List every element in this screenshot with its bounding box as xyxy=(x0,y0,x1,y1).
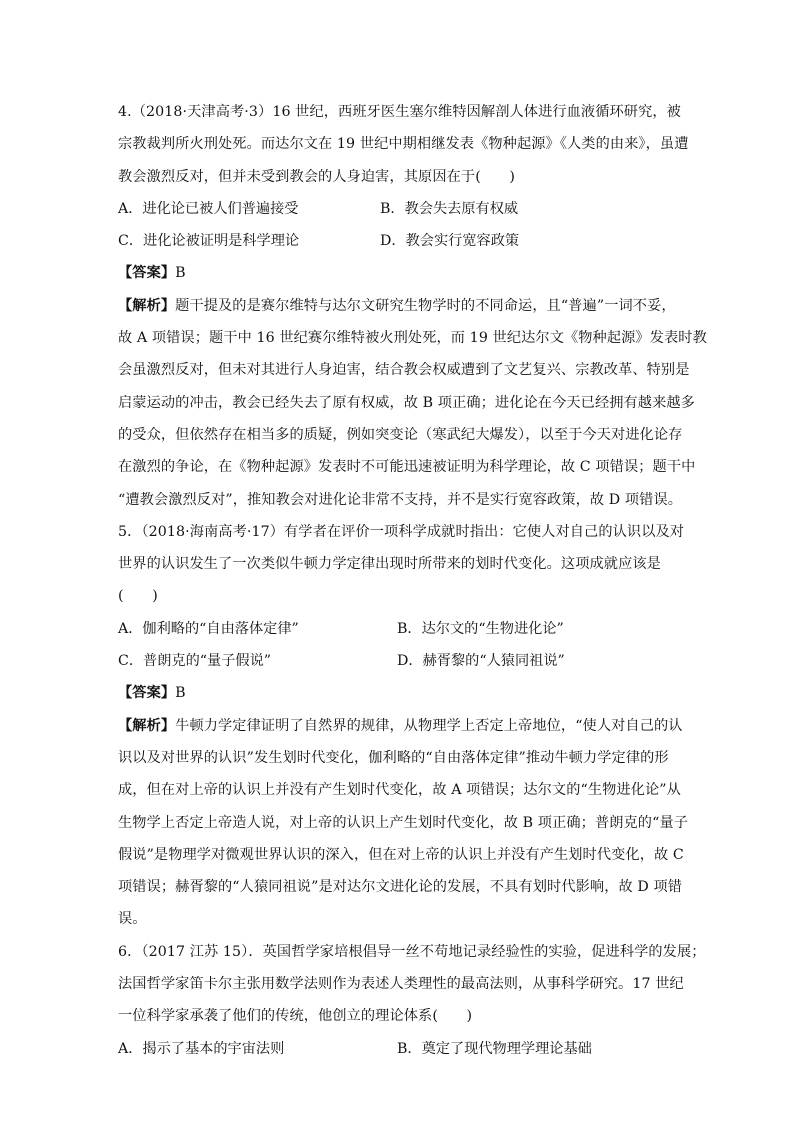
option-c: C．普朗克的“量子假说” xyxy=(118,653,272,670)
options-row xyxy=(118,193,686,225)
answer-line xyxy=(118,677,686,709)
question-stem-line: 宗教裁判所火刑处死。而达尔文在 19 世纪中期相继发表《物种起源》《人类的由来》，虽遭 xyxy=(118,136,689,153)
question-stem-line: 5．（2018·海南高考·17）有学者在评价一项科学成就时指出：它使人对自己的认识以及对 xyxy=(118,523,685,540)
analysis-line: 成，但在对上帝的认识上并没有产生划时代变化，故 A 项错误；达尔文的“生物进化论”从 xyxy=(118,782,681,799)
document-page xyxy=(118,96,707,1065)
options-row xyxy=(118,225,686,257)
question-5 xyxy=(118,516,689,936)
question-stem-line: 法国哲学家笛卡尔主张用数学法则作为表述人类理性的最高法则，从事科学研究。17 世纪 xyxy=(118,976,684,993)
analysis-line xyxy=(118,710,686,742)
analysis-line: 启蒙运动的冲击，教会已经失去了原有权威，故 B 项正确；进化论在今天已经拥有越来越多 xyxy=(118,394,695,411)
option-c: C．进化论被证明是科学理论 xyxy=(118,233,300,250)
analysis-line: 假说”是物理学对微观世界认识的深入，但在对上帝的认识上并没有产生划时代变化，故 C xyxy=(118,846,684,863)
option-a: A．进化论已被人们普遍接受 xyxy=(118,200,299,217)
analysis-tag: 【解析】 xyxy=(118,297,176,314)
question-stem-line: 世界的认识发生了一次类似牛顿力学定律出现时所带来的划时代变化。这项成就应该是 xyxy=(118,556,661,573)
option-b: B．教会失去原有权威 xyxy=(380,200,519,217)
question-stem-line: 教会激烈反对，但并未受到教会的人身迫害，其原因在于( ) xyxy=(118,168,516,185)
options-row xyxy=(118,613,686,645)
options-row xyxy=(118,1033,686,1065)
question-stem-line: ( ) xyxy=(118,588,158,605)
analysis-line: 的受众，但依然存在相当多的质疑，例如突变论（寒武纪大爆发），以至于今天对进化论存 xyxy=(118,426,683,443)
options-row xyxy=(118,645,686,677)
option-d: D．赫胥黎的“人猿同祖说” xyxy=(397,653,565,670)
answer-value: B xyxy=(175,685,186,702)
option-b: B．奠定了现代物理学理论基础 xyxy=(397,1040,592,1057)
option-a: A．伽利略的“自由落体定律” xyxy=(118,620,299,637)
analysis-text: 题干提及的是赛尔维特与达尔文研究生物学时的不同命运，且“普遍”一词不妥， xyxy=(175,297,676,314)
analysis-line: 在激烈的争论，在《物种起源》发表时不可能迅速被证明为科学理论，故 C 项错误；题干中 xyxy=(118,459,696,476)
answer-value: B xyxy=(175,265,186,282)
question-stem-line: 6．（2017 江苏 15）．英国哲学家培根倡导一丝不苟地记录经验性的实验，促进科学的发展； xyxy=(118,943,706,960)
analysis-line: 会虽激烈反对，但未对其进行人身迫害，结合教会权威遭到了文艺复兴、宗教改革、特别是 xyxy=(118,362,690,379)
option-a: A．揭示了基本的宇宙法则 xyxy=(118,1040,285,1057)
option-d: D．教会实行宽容政策 xyxy=(380,233,520,250)
answer-tag: 【答案】 xyxy=(118,265,176,282)
analysis-line: “遭教会激烈反对”，推知教会对进化论非常不支持，并不是实行宽容政策，故 D 项错误。 xyxy=(118,491,683,508)
question-6 xyxy=(118,936,706,1065)
analysis-line: 生物学上否定上帝造人说，对上帝的认识上产生划时代变化，故 B 项正确；普朗克的“量子 xyxy=(118,814,689,831)
analysis-line: 识以及对世界的认识”发生划时代变化，伽利略的“自由落体定律”推动牛顿力学定律的形 xyxy=(118,749,669,766)
answer-line xyxy=(118,257,686,289)
analysis-line: 误。 xyxy=(118,911,147,928)
analysis-line: 项错误；赫胥黎的“人猿同祖说”是对达尔文进化论的发展，不具有划时代影响，故 D 项错 xyxy=(118,879,683,896)
analysis-tag: 【解析】 xyxy=(118,717,176,734)
option-b: B．达尔文的“生物进化论” xyxy=(397,620,564,637)
answer-tag: 【答案】 xyxy=(118,685,176,702)
question-stem-line: 一位科学家承袭了他们的传统，他创立的理论体系( ) xyxy=(118,1008,473,1025)
question-4 xyxy=(118,96,707,516)
analysis-line xyxy=(118,290,686,322)
analysis-text: 牛顿力学定律证明了自然界的规律，从物理学上否定上帝地位，“使人对自己的认 xyxy=(175,717,683,734)
analysis-line: 故 A 项错误；题干中 16 世纪赛尔维特被火刑处死，而 19 世纪达尔文《物种起源》发表时教 xyxy=(118,330,707,347)
question-stem-line: 4.（2018·天津高考·3）16 世纪，西班牙医生塞尔维特因解剖人体进行血液循环研究，被 xyxy=(118,104,681,120)
